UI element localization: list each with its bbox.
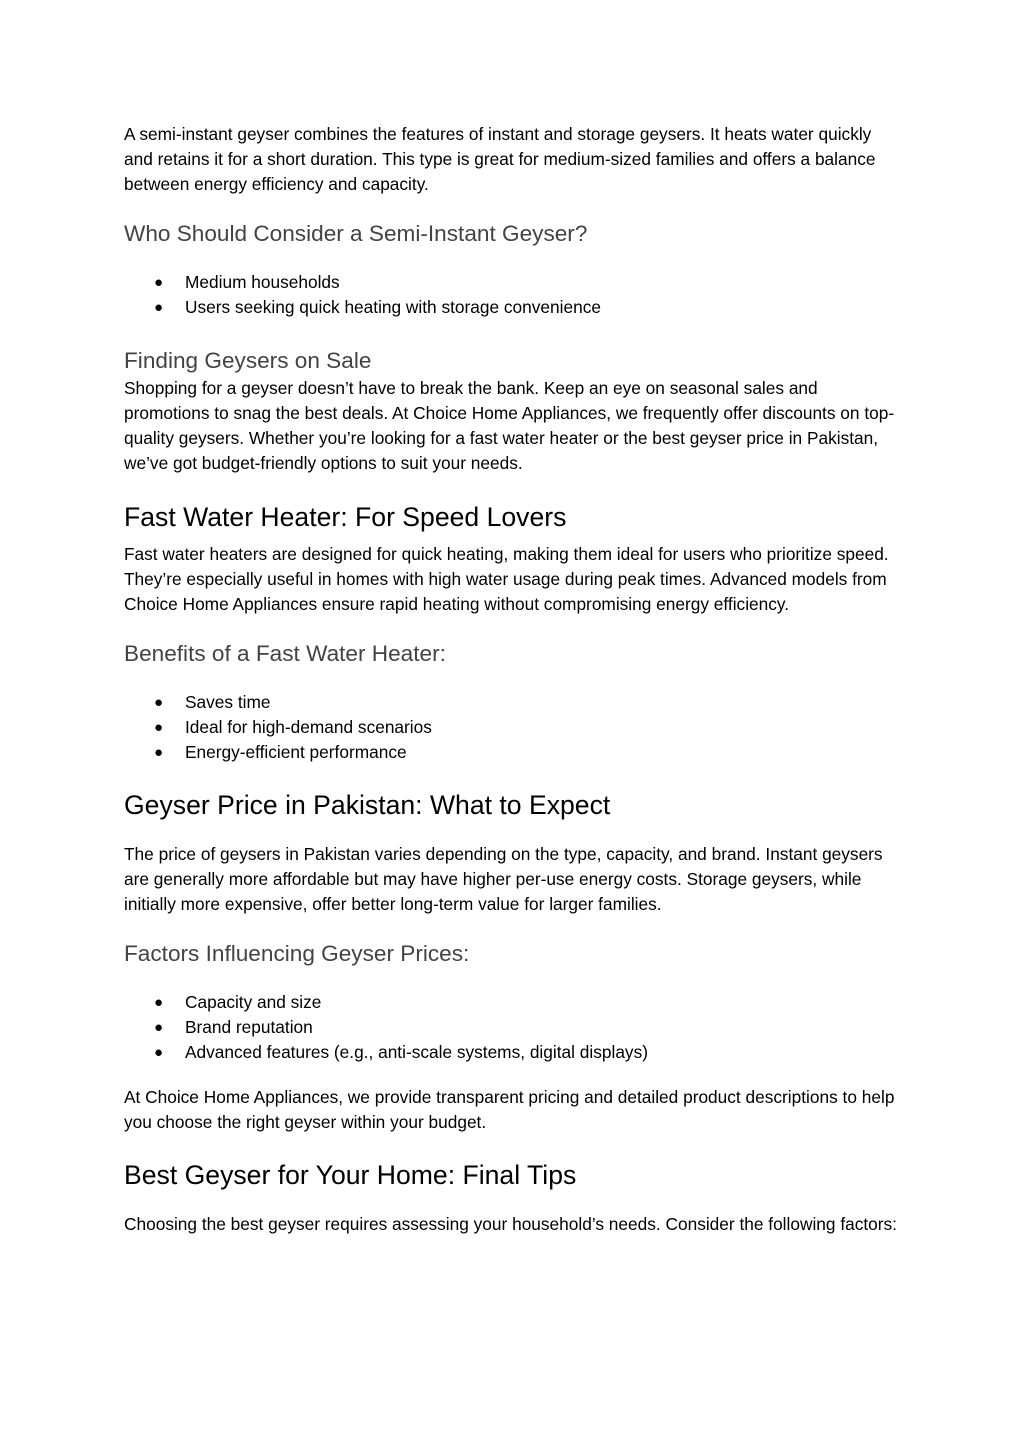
- tips-paragraph: Choosing the best geyser requires assessing your household’s needs. Consider the following factors:: [124, 1214, 897, 1234]
- who-list: [124, 270, 904, 320]
- bullet-icon: ●: [154, 719, 164, 736]
- bullet-icon: ●: [154, 274, 164, 291]
- document-page: [124, 122, 904, 1237]
- list-item: ● Energy-efficient performance: [124, 740, 904, 765]
- tips-heading: Best Geyser for Your Home: Final Tips: [124, 1160, 577, 1190]
- benefits-heading: Benefits of a Fast Water Heater:: [124, 641, 446, 666]
- bullet-icon: ●: [154, 994, 164, 1011]
- bullet-icon: ●: [154, 1044, 164, 1061]
- bullet-icon: ●: [154, 694, 164, 711]
- list-item: ● Saves time: [124, 690, 904, 715]
- benefits-list: [124, 690, 904, 765]
- price-paragraph: The price of geysers in Pakistan varies depending on the type, capacity, and brand. Instant geysers are generally more affordable but may have higher per-use energy costs. Storage geysers, while initially more expensive, offer better long-term value for larger families.: [124, 844, 883, 914]
- who-heading: Who Should Consider a Semi-Instant Geyser?: [124, 221, 588, 246]
- bullet-icon: ●: [154, 744, 164, 761]
- list-item: ● Brand reputation: [124, 1015, 904, 1040]
- bullet-icon: ●: [154, 1019, 164, 1036]
- price-heading: Geyser Price in Pakistan: What to Expect: [124, 790, 611, 820]
- intro-paragraph: A semi-instant geyser combines the features of instant and storage geysers. It heats water quickly and retains it for a short duration. This type is great for medium-sized families and offers a balance between energy efficiency and capacity.: [124, 124, 876, 194]
- sale-heading: Finding Geysers on Sale: [124, 348, 372, 373]
- list-item: ● Capacity and size: [124, 990, 904, 1015]
- list-item: ● Advanced features (e.g., anti-scale systems, digital displays): [124, 1040, 904, 1065]
- fast-heading: Fast Water Heater: For Speed Lovers: [124, 502, 567, 532]
- list-item: ● Ideal for high-demand scenarios: [124, 715, 904, 740]
- pricing-paragraph: At Choice Home Appliances, we provide transparent pricing and detailed product descriptions to help you choose the right geyser within your budget.: [124, 1087, 895, 1132]
- sale-paragraph: Shopping for a geyser doesn’t have to break the bank. Keep an eye on seasonal sales and promotions to snag the best deals. At Choice Home Appliances, we frequently offer discounts on top-quality geysers. Whether you’re looking for a fast water heater or the best geyser price in Pakistan, we’ve got budget-friendly options to suit your needs.: [124, 378, 895, 473]
- bullet-icon: ●: [154, 299, 164, 316]
- fast-paragraph: Fast water heaters are designed for quick heating, making them ideal for users who prioritize speed. They’re especially useful in homes with high water usage during peak times. Advanced models from Choice Home Appliances ensure rapid heating without compromising energy efficiency.: [124, 544, 889, 614]
- factors-list: [124, 990, 904, 1065]
- factors-heading: Factors Influencing Geyser Prices:: [124, 941, 470, 966]
- list-item: ● Medium households: [124, 270, 904, 295]
- list-item: ● Users seeking quick heating with storage convenience: [124, 295, 904, 320]
